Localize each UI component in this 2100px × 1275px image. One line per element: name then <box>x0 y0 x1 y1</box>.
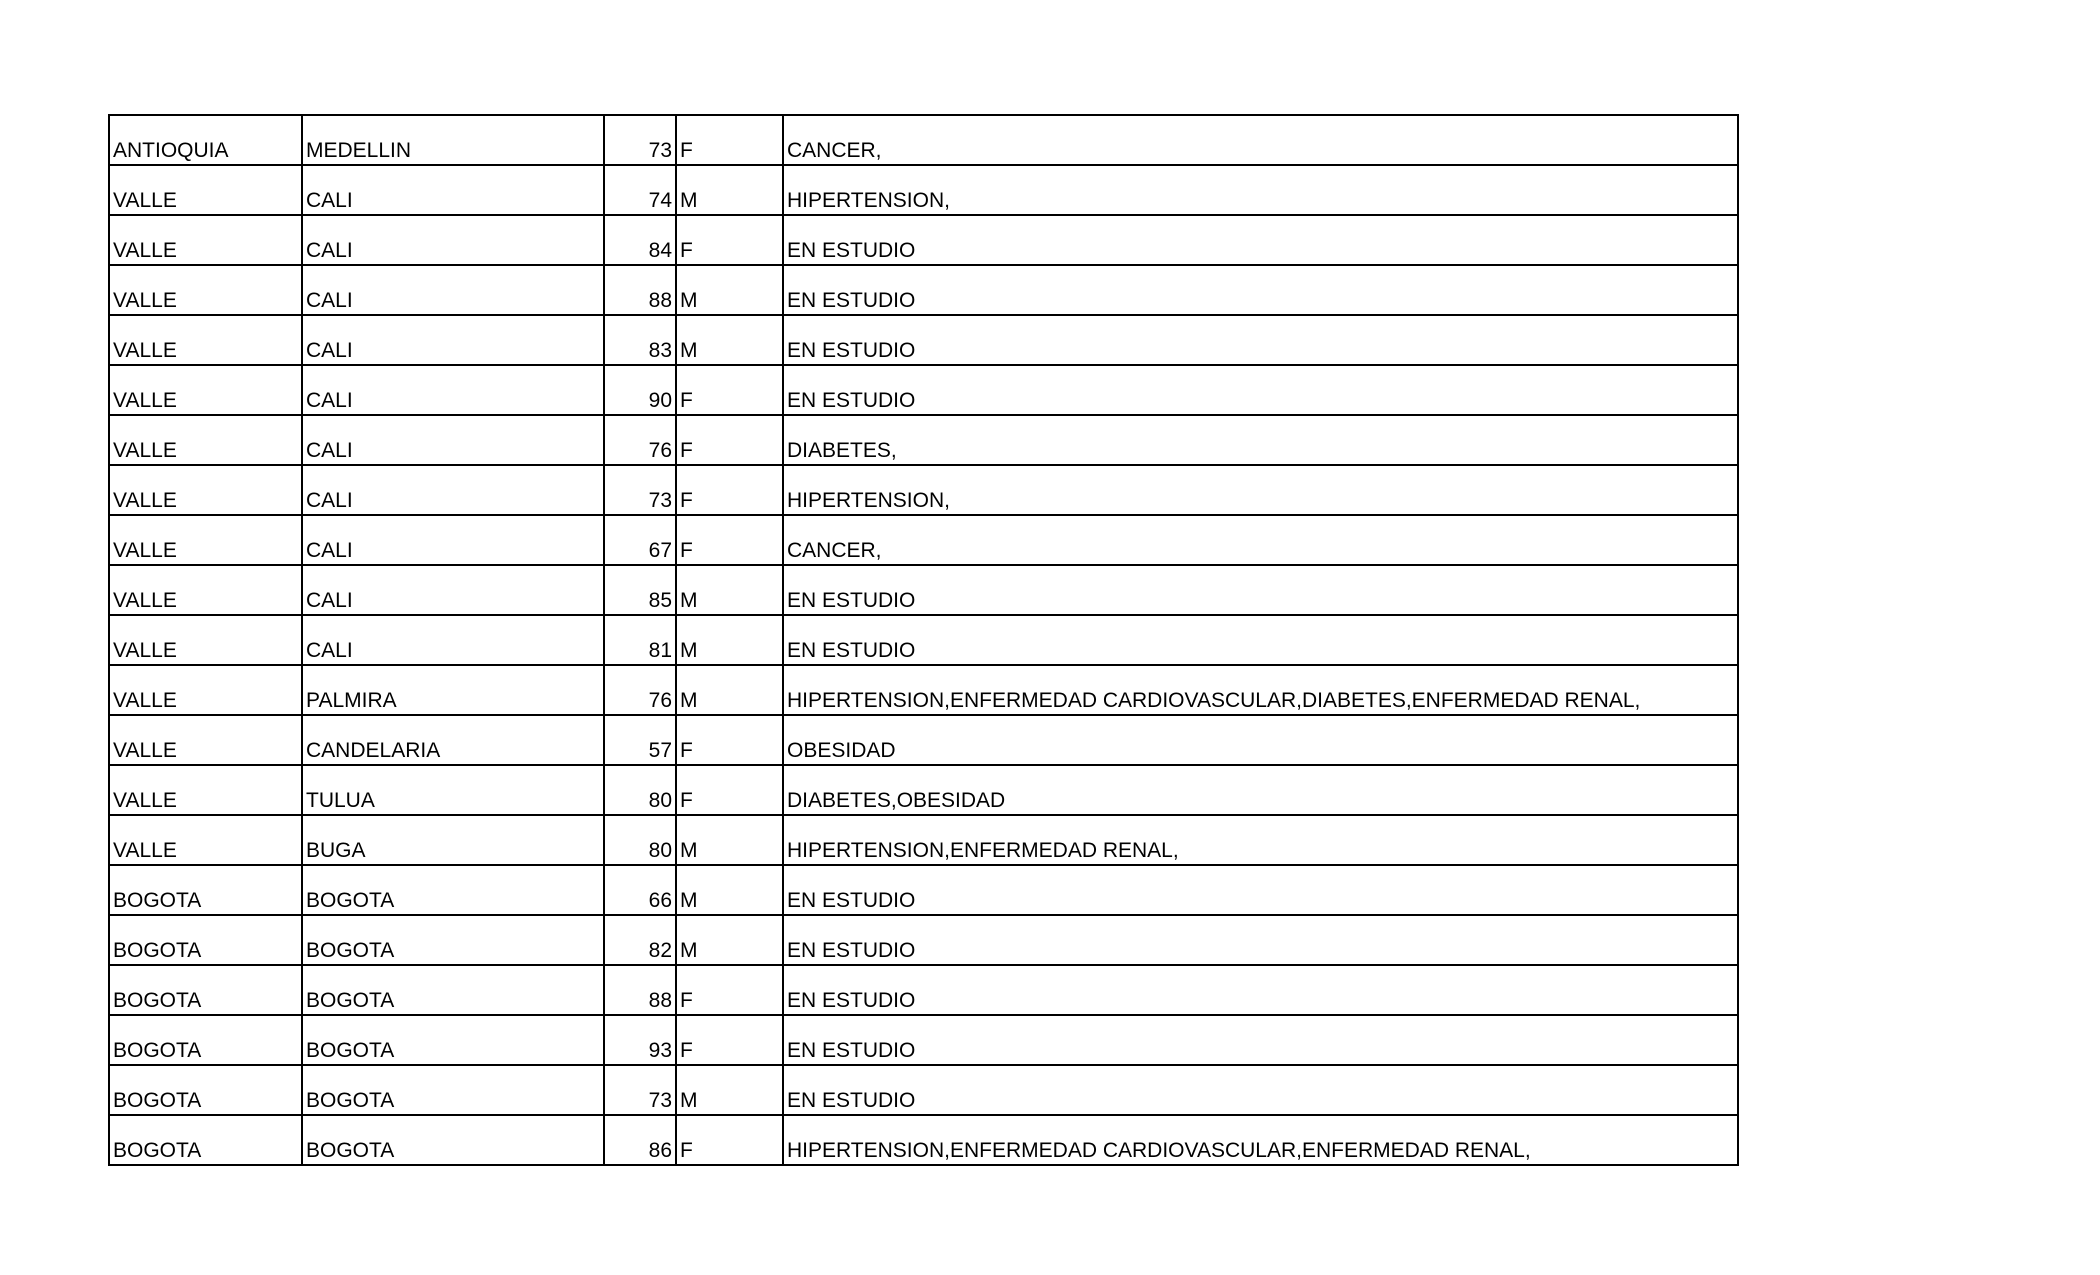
table-row <box>109 215 1738 265</box>
cell-department: BOGOTA <box>109 1065 302 1115</box>
cell-age: 80 <box>604 815 676 865</box>
cell-department: VALLE <box>109 165 302 215</box>
cell-city: CALI <box>302 265 604 315</box>
table-row <box>109 615 1738 665</box>
cell-age: 76 <box>604 665 676 715</box>
cell-age: 57 <box>604 715 676 765</box>
cell-city: CALI <box>302 615 604 665</box>
cell-age: 74 <box>604 165 676 215</box>
cell-age: 93 <box>604 1015 676 1065</box>
cell-condition: HIPERTENSION,ENFERMEDAD CARDIOVASCULAR,DIABETES,ENFERMEDAD RENAL, <box>783 665 1738 715</box>
cell-department: VALLE <box>109 365 302 415</box>
cell-sex: F <box>676 465 783 515</box>
cell-city: CALI <box>302 465 604 515</box>
cell-condition: HIPERTENSION,ENFERMEDAD CARDIOVASCULAR,ENFERMEDAD RENAL, <box>783 1115 1738 1165</box>
table-row <box>109 665 1738 715</box>
table-row <box>109 515 1738 565</box>
cell-city: CALI <box>302 315 604 365</box>
cell-department: VALLE <box>109 765 302 815</box>
cell-condition: CANCER, <box>783 115 1738 165</box>
cell-department: VALLE <box>109 615 302 665</box>
cell-condition: EN ESTUDIO <box>783 615 1738 665</box>
cell-condition: HIPERTENSION,ENFERMEDAD RENAL, <box>783 815 1738 865</box>
cell-age: 73 <box>604 115 676 165</box>
cell-age: 67 <box>604 515 676 565</box>
cell-condition: EN ESTUDIO <box>783 215 1738 265</box>
cell-condition: EN ESTUDIO <box>783 365 1738 415</box>
cell-age: 90 <box>604 365 676 415</box>
cell-city: BUGA <box>302 815 604 865</box>
cell-age: 85 <box>604 565 676 615</box>
data-table <box>108 114 1739 1166</box>
cell-city: BOGOTA <box>302 915 604 965</box>
cell-sex: F <box>676 1115 783 1165</box>
cell-sex: M <box>676 665 783 715</box>
cell-city: PALMIRA <box>302 665 604 715</box>
table-row <box>109 1115 1738 1165</box>
cell-condition: HIPERTENSION, <box>783 465 1738 515</box>
cell-department: VALLE <box>109 215 302 265</box>
cell-department: VALLE <box>109 515 302 565</box>
cell-condition: EN ESTUDIO <box>783 315 1738 365</box>
cell-age: 88 <box>604 965 676 1015</box>
cell-department: BOGOTA <box>109 915 302 965</box>
cell-department: VALLE <box>109 565 302 615</box>
cell-sex: M <box>676 865 783 915</box>
cell-condition: EN ESTUDIO <box>783 565 1738 615</box>
cell-department: VALLE <box>109 665 302 715</box>
cell-condition: EN ESTUDIO <box>783 1015 1738 1065</box>
cell-department: VALLE <box>109 815 302 865</box>
cell-age: 73 <box>604 1065 676 1115</box>
table-row <box>109 315 1738 365</box>
cell-condition: DIABETES,OBESIDAD <box>783 765 1738 815</box>
cell-sex: M <box>676 915 783 965</box>
cell-condition: DIABETES, <box>783 415 1738 465</box>
cell-city: BOGOTA <box>302 1065 604 1115</box>
cell-condition: OBESIDAD <box>783 715 1738 765</box>
cell-department: VALLE <box>109 465 302 515</box>
cell-sex: F <box>676 415 783 465</box>
cell-sex: M <box>676 1065 783 1115</box>
table-row <box>109 1065 1738 1115</box>
cell-city: CALI <box>302 365 604 415</box>
cell-age: 84 <box>604 215 676 265</box>
cell-sex: F <box>676 965 783 1015</box>
cell-department: VALLE <box>109 415 302 465</box>
table-row <box>109 1015 1738 1065</box>
table-row <box>109 965 1738 1015</box>
cell-age: 83 <box>604 315 676 365</box>
cell-city: CALI <box>302 415 604 465</box>
cell-sex: M <box>676 265 783 315</box>
cell-age: 82 <box>604 915 676 965</box>
cell-age: 86 <box>604 1115 676 1165</box>
cell-department: VALLE <box>109 315 302 365</box>
table-row <box>109 365 1738 415</box>
cell-sex: M <box>676 815 783 865</box>
table-row <box>109 865 1738 915</box>
cell-age: 81 <box>604 615 676 665</box>
cell-sex: F <box>676 115 783 165</box>
cell-city: BOGOTA <box>302 865 604 915</box>
cell-condition: EN ESTUDIO <box>783 965 1738 1015</box>
cell-condition: HIPERTENSION, <box>783 165 1738 215</box>
table-row <box>109 815 1738 865</box>
cell-sex: M <box>676 565 783 615</box>
cell-department: BOGOTA <box>109 965 302 1015</box>
cell-city: BOGOTA <box>302 1015 604 1065</box>
cell-sex: F <box>676 765 783 815</box>
cell-sex: F <box>676 715 783 765</box>
cell-city: CANDELARIA <box>302 715 604 765</box>
cell-sex: M <box>676 165 783 215</box>
cell-age: 76 <box>604 415 676 465</box>
cell-condition: EN ESTUDIO <box>783 1065 1738 1115</box>
cell-sex: F <box>676 365 783 415</box>
cell-department: VALLE <box>109 715 302 765</box>
cell-sex: F <box>676 215 783 265</box>
table-row <box>109 415 1738 465</box>
cell-department: BOGOTA <box>109 1015 302 1065</box>
cell-city: CALI <box>302 215 604 265</box>
cell-age: 73 <box>604 465 676 515</box>
cell-age: 88 <box>604 265 676 315</box>
table-row <box>109 265 1738 315</box>
table-row <box>109 165 1738 215</box>
cell-condition: EN ESTUDIO <box>783 865 1738 915</box>
table-row <box>109 765 1738 815</box>
cell-department: BOGOTA <box>109 1115 302 1165</box>
cell-age: 80 <box>604 765 676 815</box>
table-row <box>109 715 1738 765</box>
cell-city: TULUA <box>302 765 604 815</box>
cell-department: ANTIOQUIA <box>109 115 302 165</box>
cell-city: MEDELLIN <box>302 115 604 165</box>
cell-city: BOGOTA <box>302 1115 604 1165</box>
cell-department: BOGOTA <box>109 865 302 915</box>
table-row <box>109 465 1738 515</box>
cell-sex: F <box>676 515 783 565</box>
cell-sex: M <box>676 315 783 365</box>
cell-city: CALI <box>302 565 604 615</box>
cell-department: VALLE <box>109 265 302 315</box>
cell-city: BOGOTA <box>302 965 604 1015</box>
cell-city: CALI <box>302 165 604 215</box>
cell-sex: M <box>676 615 783 665</box>
table-body <box>109 115 1738 1165</box>
cell-condition: CANCER, <box>783 515 1738 565</box>
table-row <box>109 915 1738 965</box>
table-row <box>109 115 1738 165</box>
cell-sex: F <box>676 1015 783 1065</box>
cell-city: CALI <box>302 515 604 565</box>
cell-condition: EN ESTUDIO <box>783 915 1738 965</box>
table-row <box>109 565 1738 615</box>
cell-age: 66 <box>604 865 676 915</box>
cell-condition: EN ESTUDIO <box>783 265 1738 315</box>
